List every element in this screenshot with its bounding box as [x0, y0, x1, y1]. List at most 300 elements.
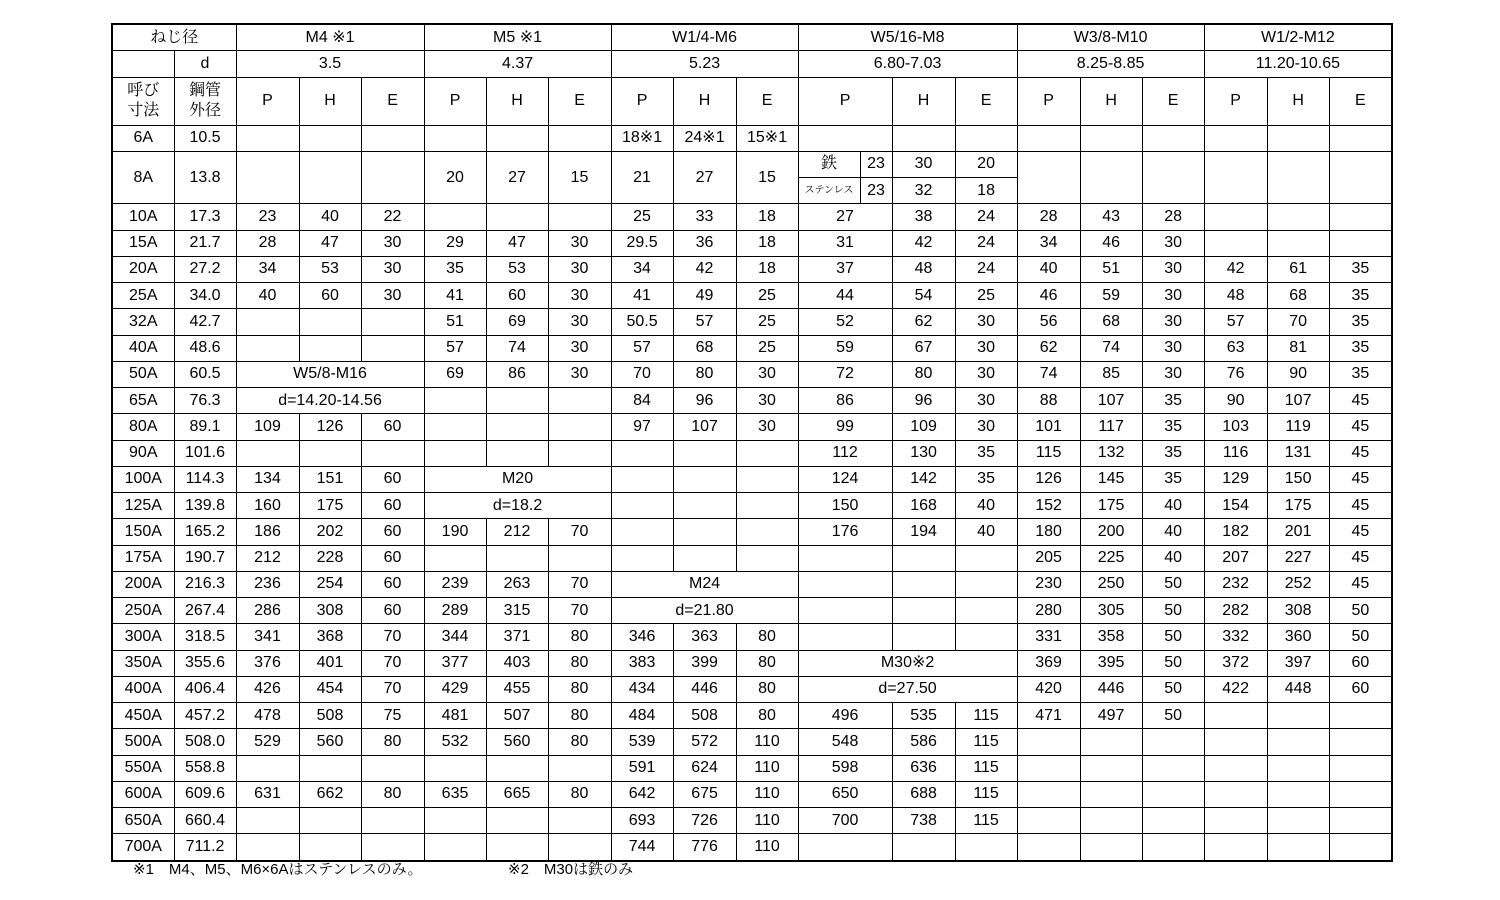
h-value [486, 125, 548, 151]
h-value: 42 [673, 256, 736, 282]
h-value [299, 808, 361, 834]
pipe-od: 660.4 [174, 808, 236, 834]
p-value [236, 309, 299, 335]
e-value: 30 [1142, 256, 1204, 282]
col-e: E [548, 77, 611, 125]
p-value [424, 414, 486, 440]
e-value: 80 [548, 650, 611, 676]
e-value [1142, 808, 1204, 834]
e-value: 80 [548, 676, 611, 702]
merged-spec-cell: d=21.80 [611, 598, 798, 624]
p-value: 69 [424, 361, 486, 387]
table-row [112, 493, 1392, 519]
h-value: 47 [299, 230, 361, 256]
e-value: 35 [1142, 440, 1204, 466]
h-value: 175 [299, 493, 361, 519]
h-value: 201 [1267, 519, 1329, 545]
h-value: 175 [1267, 493, 1329, 519]
h-value [673, 466, 736, 492]
p-value: 700 [798, 808, 892, 834]
nominal-size: 10A [112, 204, 174, 230]
p-value: 103 [1204, 414, 1267, 440]
e-value: 45 [1329, 466, 1392, 492]
h-value [1080, 755, 1142, 781]
p-value [236, 808, 299, 834]
h-value: 175 [1080, 493, 1142, 519]
e-value [361, 335, 424, 361]
pipe-od: 21.7 [174, 230, 236, 256]
p-value: 41 [424, 283, 486, 309]
h-value [486, 545, 548, 571]
p-value: 369 [1017, 650, 1080, 676]
table-row [112, 545, 1392, 571]
e-value: 80 [361, 729, 424, 755]
p-value: 376 [236, 650, 299, 676]
h-value: 675 [673, 781, 736, 807]
h-value: 358 [1080, 624, 1142, 650]
h-value: 151 [299, 466, 361, 492]
p-value [1017, 729, 1080, 755]
nominal-size: 600A [112, 781, 174, 807]
table-row [112, 204, 1392, 230]
e-value: 40 [1142, 493, 1204, 519]
e-value: 45 [1329, 388, 1392, 414]
h-value: 51 [1080, 256, 1142, 282]
e-value: 30 [548, 283, 611, 309]
p-value: 650 [798, 781, 892, 807]
h-value: 397 [1267, 650, 1329, 676]
h-value: 507 [486, 703, 548, 729]
e-value: 60 [361, 466, 424, 492]
e-value: 30 [955, 335, 1017, 361]
h-value: 74 [486, 335, 548, 361]
header-row-thread [112, 24, 1392, 51]
e-value: 30 [548, 256, 611, 282]
e-value: 110 [736, 808, 798, 834]
p-value: 150 [798, 493, 892, 519]
e-value: 70 [361, 624, 424, 650]
e-value: 115 [955, 729, 1017, 755]
group-d: 11.20-10.65 [1204, 51, 1392, 77]
h-value: 107 [673, 414, 736, 440]
col-h: H [892, 77, 955, 125]
table-row [112, 703, 1392, 729]
table-row [112, 125, 1392, 151]
h-value: 60 [299, 283, 361, 309]
e-value: 30 [361, 230, 424, 256]
nominal-size: 6A [112, 125, 174, 151]
p-value: 152 [1017, 493, 1080, 519]
h-value: 636 [892, 755, 955, 781]
pipe-od: 457.2 [174, 703, 236, 729]
p-value [798, 624, 892, 650]
h-value [1267, 204, 1329, 230]
nominal-size-label: 呼び 寸法 [112, 77, 174, 125]
e-value: 70 [361, 650, 424, 676]
p-value: 496 [798, 703, 892, 729]
p-value: 126 [1017, 466, 1080, 492]
e-value [548, 414, 611, 440]
e-value: 60 [1329, 650, 1392, 676]
h-value: 508 [299, 703, 361, 729]
p-value: 70 [611, 361, 673, 387]
h-value [673, 493, 736, 519]
p-value: 631 [236, 781, 299, 807]
p-value [236, 834, 299, 861]
merged-spec-cell: M20 [424, 466, 611, 492]
e-value [955, 834, 1017, 861]
table-row [112, 676, 1392, 702]
p-value: 207 [1204, 545, 1267, 571]
e-value: 80 [736, 676, 798, 702]
p-value: 116 [1204, 440, 1267, 466]
p-value: 239 [424, 571, 486, 597]
h-value: 117 [1080, 414, 1142, 440]
p-value: 50.5 [611, 309, 673, 335]
e-value: 22 [361, 204, 424, 230]
merged-spec-cell: W5/8-M16 [236, 361, 424, 387]
e-value: 30 [361, 256, 424, 282]
h-value: 42 [892, 230, 955, 256]
group-d: 4.37 [424, 51, 611, 77]
h-value: 80 [673, 361, 736, 387]
e-value: 30 [1142, 335, 1204, 361]
table-row [112, 440, 1392, 466]
e-value: 30 [955, 361, 1017, 387]
p-value: 591 [611, 755, 673, 781]
e-value [1142, 125, 1204, 151]
h-value [892, 571, 955, 597]
table-row [112, 598, 1392, 624]
e-value: 45 [1329, 493, 1392, 519]
e-value: 80 [736, 703, 798, 729]
nominal-size: 90A [112, 440, 174, 466]
e-value: 30 [1142, 309, 1204, 335]
h-value [892, 545, 955, 571]
material-iron-label: 鉄 [798, 151, 860, 177]
pipe-od: 48.6 [174, 335, 236, 361]
group-name: W5/16-M8 [798, 24, 1017, 51]
h-value: 508 [673, 703, 736, 729]
p-value: 42 [1204, 256, 1267, 282]
col-p: P [424, 77, 486, 125]
pipe-od: 101.6 [174, 440, 236, 466]
p-value: 40 [1017, 256, 1080, 282]
h-value [673, 440, 736, 466]
table-row [112, 414, 1392, 440]
e-value: 35 [1329, 335, 1392, 361]
p-value [611, 493, 673, 519]
e-value: 80 [736, 624, 798, 650]
pipe-od: 114.3 [174, 466, 236, 492]
e-value [736, 466, 798, 492]
h-value: 59 [1080, 283, 1142, 309]
table-row [112, 729, 1392, 755]
col-p: P [1017, 77, 1080, 125]
e-value: 45 [1329, 440, 1392, 466]
p-value [424, 834, 486, 861]
p-value: 532 [424, 729, 486, 755]
h-value [1267, 781, 1329, 807]
h-value: 126 [299, 414, 361, 440]
h-value: 38 [892, 204, 955, 230]
p-value: 57 [1204, 309, 1267, 335]
h-value [1267, 755, 1329, 781]
h-value: 131 [1267, 440, 1329, 466]
h-value [892, 125, 955, 151]
h-value: 200 [1080, 519, 1142, 545]
e-value [736, 440, 798, 466]
h-value: 212 [486, 519, 548, 545]
e-value [548, 755, 611, 781]
table-row [112, 624, 1392, 650]
e-value: 80 [361, 781, 424, 807]
e-value: 35 [1142, 414, 1204, 440]
e-value [736, 493, 798, 519]
e-value: 30 [955, 388, 1017, 414]
h-value: 662 [299, 781, 361, 807]
h-value: 119 [1267, 414, 1329, 440]
h-value: 48 [892, 256, 955, 282]
h-value: 360 [1267, 624, 1329, 650]
p-value: 76 [1204, 361, 1267, 387]
e-value [361, 125, 424, 151]
e-value: 40 [1142, 545, 1204, 571]
h-value: 132 [1080, 440, 1142, 466]
h-value: 32 [892, 178, 955, 204]
e-value: 30 [548, 361, 611, 387]
p-value [236, 125, 299, 151]
p-value: 23 [860, 178, 892, 204]
nominal-size: 650A [112, 808, 174, 834]
e-value: 50 [1142, 676, 1204, 702]
h-value: 194 [892, 519, 955, 545]
pipe-od: 318.5 [174, 624, 236, 650]
e-value: 110 [736, 781, 798, 807]
h-value: 70 [1267, 309, 1329, 335]
e-value: 110 [736, 729, 798, 755]
e-value: 70 [548, 598, 611, 624]
e-value: 35 [1329, 361, 1392, 387]
e-value: 30 [361, 283, 424, 309]
e-value: 60 [361, 493, 424, 519]
e-value: 30 [548, 309, 611, 335]
pipe-od: 165.2 [174, 519, 236, 545]
p-value [1204, 204, 1267, 230]
h-value: 225 [1080, 545, 1142, 571]
p-value: 346 [611, 624, 673, 650]
e-value: 30 [736, 361, 798, 387]
e-value: 50 [1142, 703, 1204, 729]
e-value [1329, 755, 1392, 781]
group-name: W1/4-M6 [611, 24, 798, 51]
p-value [1204, 834, 1267, 861]
h-value: 448 [1267, 676, 1329, 702]
e-value: 70 [548, 519, 611, 545]
e-value: 115 [955, 703, 1017, 729]
e-value [1329, 204, 1392, 230]
p-value: 383 [611, 650, 673, 676]
h-value: 624 [673, 755, 736, 781]
e-value [548, 808, 611, 834]
col-h: H [673, 77, 736, 125]
col-h: H [299, 77, 361, 125]
p-value: 481 [424, 703, 486, 729]
h-value: 46 [1080, 230, 1142, 256]
e-value: 70 [548, 571, 611, 597]
p-value: 46 [1017, 283, 1080, 309]
p-value: 109 [236, 414, 299, 440]
e-value: 30 [736, 388, 798, 414]
p-value [236, 755, 299, 781]
p-value: 28 [236, 230, 299, 256]
e-value [1329, 834, 1392, 861]
p-value [1204, 230, 1267, 256]
h-value: 738 [892, 808, 955, 834]
h-value [1267, 125, 1329, 151]
pipe-od: 13.8 [174, 151, 236, 204]
p-value [424, 755, 486, 781]
group-d: 6.80-7.03 [798, 51, 1017, 77]
e-value [548, 545, 611, 571]
p-value: 29 [424, 230, 486, 256]
p-value: 377 [424, 650, 486, 676]
p-value [798, 125, 892, 151]
p-value: 176 [798, 519, 892, 545]
h-value [486, 388, 548, 414]
h-value: 68 [1080, 309, 1142, 335]
p-value: 332 [1204, 624, 1267, 650]
e-value [955, 624, 1017, 650]
table-row [112, 571, 1392, 597]
e-value: 110 [736, 755, 798, 781]
p-value [236, 151, 299, 204]
p-value [424, 440, 486, 466]
e-value [1329, 703, 1392, 729]
e-value [1142, 151, 1204, 204]
p-value: 212 [236, 545, 299, 571]
h-value: 96 [892, 388, 955, 414]
h-value [1267, 703, 1329, 729]
p-value: 20 [424, 151, 486, 204]
h-value: 455 [486, 676, 548, 702]
e-value: 70 [361, 676, 424, 702]
pipe-od-label: 鋼管 外径 [174, 77, 236, 125]
e-value: 15※1 [736, 125, 798, 151]
col-h: H [486, 77, 548, 125]
e-value: 50 [1142, 650, 1204, 676]
p-value: 99 [798, 414, 892, 440]
h-value: 665 [486, 781, 548, 807]
nominal-size: 350A [112, 650, 174, 676]
h-value: 61 [1267, 256, 1329, 282]
h-value: 109 [892, 414, 955, 440]
e-value [736, 545, 798, 571]
spec-table [111, 23, 1393, 862]
e-value: 15 [548, 151, 611, 204]
h-value [1267, 834, 1329, 861]
p-value: 27 [798, 204, 892, 230]
table-row [112, 388, 1392, 414]
group-d: 8.25-8.85 [1017, 51, 1204, 77]
pipe-od: 42.7 [174, 309, 236, 335]
p-value: 426 [236, 676, 299, 702]
h-value: 68 [1267, 283, 1329, 309]
p-value: 41 [611, 283, 673, 309]
e-value: 60 [361, 545, 424, 571]
p-value [1204, 729, 1267, 755]
e-value: 18 [736, 204, 798, 230]
h-value: 305 [1080, 598, 1142, 624]
e-value [1329, 230, 1392, 256]
p-value: 471 [1017, 703, 1080, 729]
h-value: 560 [486, 729, 548, 755]
nominal-size: 500A [112, 729, 174, 755]
header-row-d [112, 51, 1392, 77]
table-row [112, 781, 1392, 807]
nominal-size: 50A [112, 361, 174, 387]
e-value: 50 [1142, 598, 1204, 624]
p-value: 34 [1017, 230, 1080, 256]
p-value: 134 [236, 466, 299, 492]
e-value [955, 545, 1017, 571]
e-value [361, 755, 424, 781]
e-value [1142, 755, 1204, 781]
h-value: 24※1 [673, 125, 736, 151]
pipe-od: 60.5 [174, 361, 236, 387]
p-value: 182 [1204, 519, 1267, 545]
table-row [112, 335, 1392, 361]
col-p: P [1204, 77, 1267, 125]
h-value: 250 [1080, 571, 1142, 597]
h-value: 53 [486, 256, 548, 282]
col-h: H [1267, 77, 1329, 125]
e-value: 60 [361, 519, 424, 545]
p-value: 74 [1017, 361, 1080, 387]
e-value: 30 [548, 335, 611, 361]
h-value: 688 [892, 781, 955, 807]
h-value [1080, 834, 1142, 861]
e-value: 35 [1329, 309, 1392, 335]
table-row [112, 361, 1392, 387]
e-value [548, 204, 611, 230]
e-value: 24 [955, 204, 1017, 230]
p-value: 34 [236, 256, 299, 282]
p-value: 23 [860, 151, 892, 177]
h-value: 57 [673, 309, 736, 335]
p-value: 422 [1204, 676, 1267, 702]
nominal-size: 80A [112, 414, 174, 440]
p-value: 48 [1204, 283, 1267, 309]
p-value: 434 [611, 676, 673, 702]
h-value: 572 [673, 729, 736, 755]
e-value: 45 [1329, 519, 1392, 545]
h-value: 227 [1267, 545, 1329, 571]
col-e: E [1142, 77, 1204, 125]
e-value: 60 [361, 598, 424, 624]
h-value: 308 [299, 598, 361, 624]
h-value: 74 [1080, 335, 1142, 361]
e-value [548, 834, 611, 861]
nominal-size: 65A [112, 388, 174, 414]
e-value: 45 [1329, 571, 1392, 597]
e-value: 40 [955, 493, 1017, 519]
p-value [424, 545, 486, 571]
h-value [299, 755, 361, 781]
e-value [361, 440, 424, 466]
p-value [1204, 151, 1267, 204]
p-value: 232 [1204, 571, 1267, 597]
